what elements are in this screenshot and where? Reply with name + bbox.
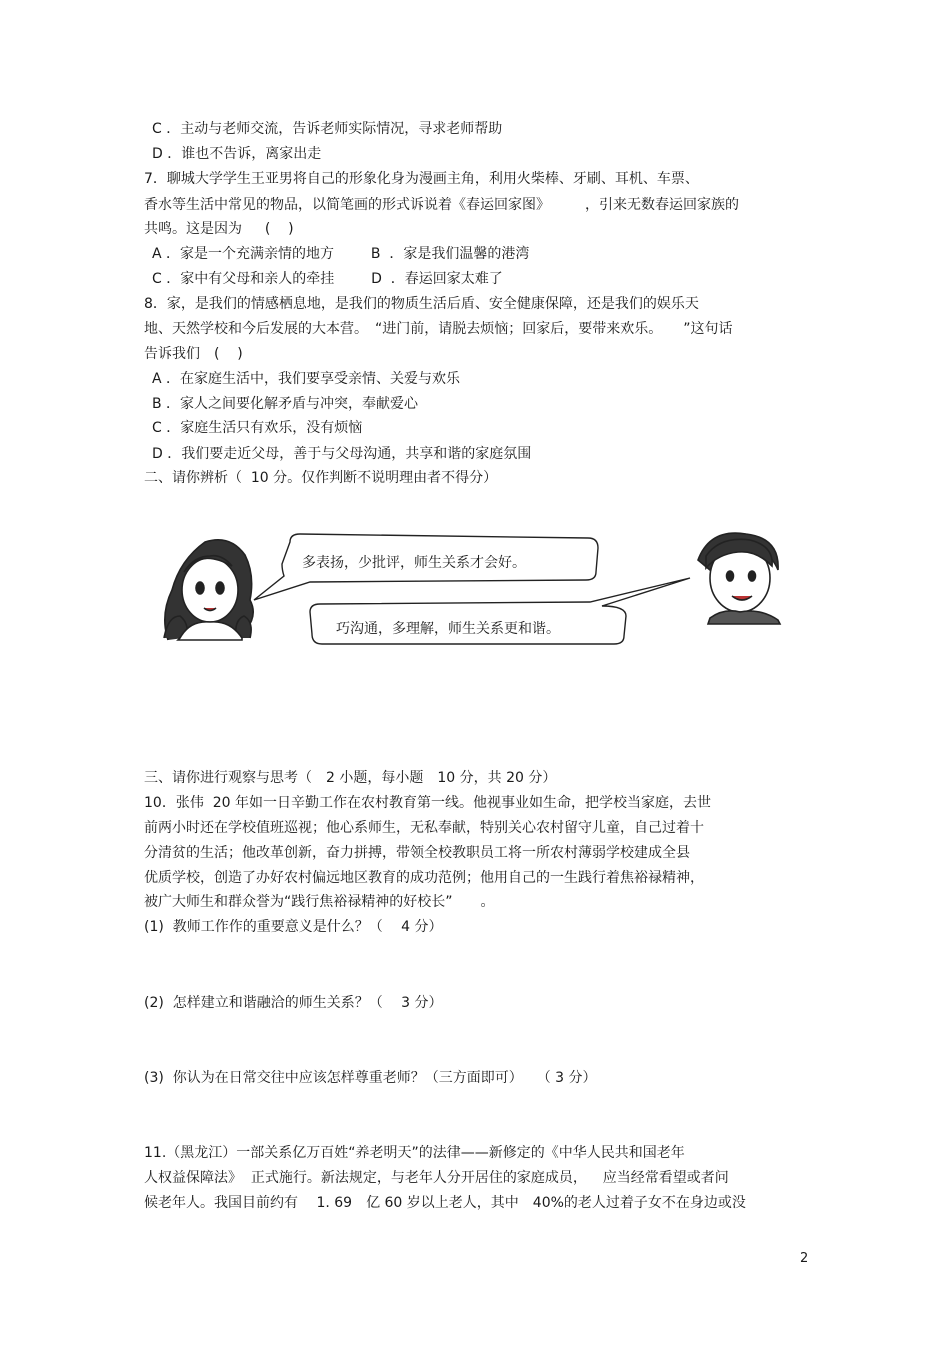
section2-heading: 二、请你辨析（ 10 分。仅作判断不说明理由者不得分） (144, 470, 498, 486)
q10-line2: 前两小时还在学校值班巡视；他心系师生，无私奉献，特别关心农村留守儿童，自己过着十 (144, 820, 704, 836)
q8-option-d: D ．我们要走近父母，善于与父母沟通，共享和谐的家庭氛围 (152, 446, 532, 462)
q10-line3: 分清贫的生活；他改革创新，奋力拼搏，带领全校教职员工将一所农村薄弱学校建成全县 (144, 845, 690, 861)
q11-line3: 候老年人。我国目前约有 1. 69 亿 60 岁以上老人，其中 40%的老人过着子女不在身边或没 (144, 1195, 746, 1211)
section3-heading: 三、请你进行观察与思考（ 2 小题，每小题 10 分，共 20 分） (144, 770, 557, 786)
q6-option-c: C ．主动与老师交流，告诉老师实际情况，寻求老师帮助 (152, 121, 503, 137)
q7-stem-line3: 共鸣。这是因为 ( ) (144, 221, 294, 237)
q10-line1: 10．张伟 20 年如一日辛勤工作在农村教育第一线。他视事业如生命，把学校当家庭，去世 (144, 795, 711, 811)
bubble-upper-text: 多表扬，少批评，师生关系才会好。 (302, 555, 526, 571)
q8-option-b: B ．家人之间要化解矛盾与冲突，奉献爱心 (152, 396, 419, 412)
q8-stem-line1: 8．家，是我们的情感栖息地，是我们的物质生活后盾、安全健康保障，还是我们的娱乐天 (144, 296, 699, 312)
bubble-lower-text: 巧沟通，多理解，师生关系更和谐。 (336, 621, 560, 637)
q10-line5: 被广大师生和群众誉为“践行焦裕禄精神的好校长” 。 (144, 894, 495, 910)
q8-stem-line3: 告诉我们 ( ) (144, 346, 243, 362)
q11-line2: 人权益保障法》 正式施行。新法规定，与老年人分开居住的家庭成员， 应当经常看望或者问 (144, 1170, 729, 1186)
q7-options-cd: C ．家中有父母和亲人的牵挂 D ．春运回家太难了 (152, 271, 503, 287)
q8-stem-line2: 地、天然学校和今后发展的大本营。 “进门前，请脱去烦恼；回家后，要带来欢乐。 ”这句话 (144, 321, 733, 337)
q8-option-c: C ．家庭生活只有欢乐，没有烦恼 (152, 420, 363, 436)
q10-subquestion-3: (3) 你认为在日常交往中应该怎样尊重老师？（三方面即可） （ 3 分） (144, 1070, 597, 1086)
q7-stem-line1: 7．聊城大学学生王亚男将自己的形象化身为漫画主角，利用火柴棒、牙刷、耳机、车票、 (144, 171, 699, 187)
q7-stem-line2: 香水等生活中常见的物品，以简笔画的形式诉说着《春运回家图》 ，引来无数春运回家族的 (144, 197, 739, 213)
q8-option-a: A ．在家庭生活中，我们要享受亲情、关爱与欢乐 (152, 371, 461, 387)
q10-subquestion-1: (1) 教师工作作的重要意义是什么？（ 4 分） (144, 919, 443, 935)
q11-line1: 11.（黑龙江）一部关系亿万百姓“养老明天”的法律——新修定的《中华人民共和国老年 (144, 1145, 685, 1161)
q10-line4: 优质学校，创造了办好农村偏远地区教育的成功范例；他用自己的一生践行着焦裕禄精神， (144, 870, 704, 886)
q6-option-d: D ．谁也不告诉，离家出走 (152, 146, 322, 162)
q10-subquestion-2: (2) 怎样建立和谐融洽的师生关系？（ 3 分） (144, 995, 443, 1011)
boy-figure (698, 533, 780, 624)
q7-options-ab: A ．家是一个充满亲情的地方 B ．家是我们温馨的港湾 (152, 246, 530, 262)
page-number: 2 (800, 1251, 809, 1266)
girl-figure (164, 540, 253, 640)
